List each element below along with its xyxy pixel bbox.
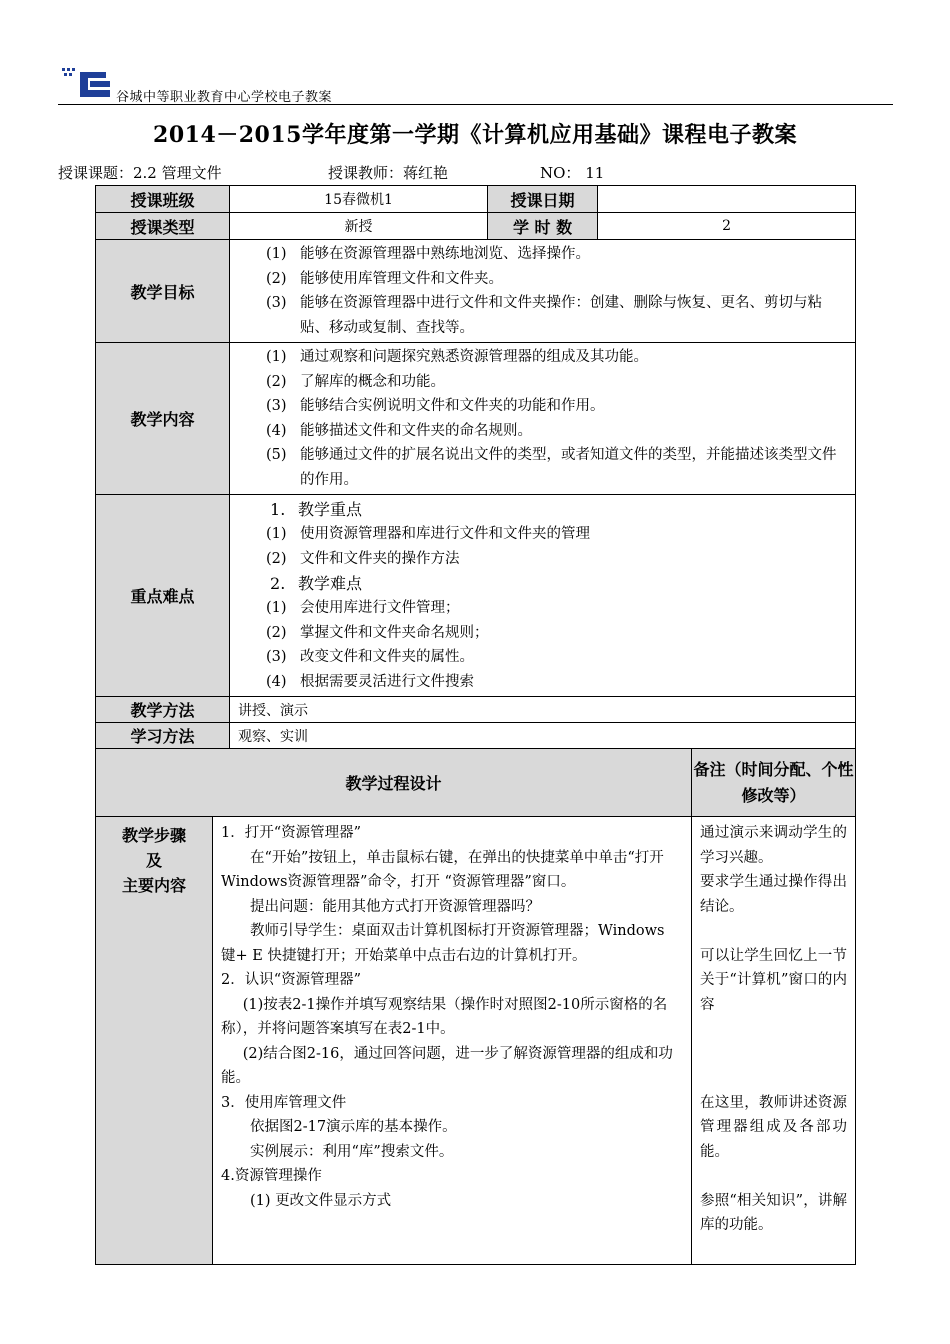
class-value: 15春微机1 (230, 186, 488, 213)
type-label: 授课类型 (96, 213, 230, 240)
method-value: 讲授、演示 (230, 697, 856, 723)
key-label: 重点难点 (96, 495, 230, 697)
list-item: (3) 改变文件和文件夹的属性。 (266, 649, 475, 665)
goals-label: 教学目标 (96, 240, 230, 343)
step-2-heading: 2．认识“资源管理器” (221, 972, 362, 988)
list-item: (1) 使用资源管理器和库进行文件和文件夹的管理 (266, 526, 591, 542)
hours-label: 学 时 数 (488, 213, 598, 240)
key-heading: 1. 教学重点 (270, 500, 363, 519)
list-item: (5) 能够通过文件的扩展名说出文件的类型，或者知道文件的类型，并能描述该类型文件的作用。 (266, 447, 837, 488)
list-item: (2) 掌握文件和文件夹命名规则； (266, 624, 489, 641)
school-name: 谷城中等职业教育中心学校电子教案 (116, 90, 333, 105)
list-item: (2) 了解库的概念和功能。 (266, 373, 446, 390)
method-label: 教学方法 (96, 697, 230, 723)
page-header (58, 64, 893, 105)
page-title: 2014－2015学年度第一学期《计算机应用基础》课程电子教案 (153, 122, 797, 148)
list-item: (1) 能够在资源管理器中熟练地浏览、选择操作。 (266, 246, 591, 262)
lesson-topic: 授课课题：2.2 管理文件 (58, 164, 222, 182)
lesson-meta (58, 162, 604, 183)
step-1-heading: 1．打开“资源管理器” (221, 825, 362, 841)
notes-label: 备注（时间分配、个性修改等） (692, 749, 856, 817)
lesson-number: NO： 11 (540, 164, 605, 182)
hours-value: 2 (598, 213, 856, 240)
list-item: (1) 通过观察和问题探究熟悉资源管理器的组成及其功能。 (266, 349, 649, 365)
list-item: (3) 能够结合实例说明文件和文件夹的功能和作用。 (266, 398, 605, 414)
school-logo-icon (60, 66, 116, 100)
type-value: 新授 (230, 213, 488, 240)
learn-value: 观察、实训 (230, 723, 856, 749)
hard-heading: 2. 教学难点 (270, 574, 363, 593)
lesson-teacher: 授课教师：蒋红艳 (328, 164, 449, 182)
list-item: (1) 会使用库进行文件管理； (266, 600, 460, 616)
list-item: (4) 根据需要灵活进行文件搜索 (266, 673, 475, 690)
date-value (598, 186, 856, 213)
steps-label: 教学步骤 及 主要内容 (96, 817, 213, 1265)
key-list (230, 495, 856, 697)
list-item: (4) 能够描述文件和文件夹的命名规则。 (266, 422, 533, 439)
content-list (230, 343, 856, 495)
notes-content: 通过演示来调动学生的学习兴趣。 要求学生通过操作得出结论。 可以让学生回忆上一节关于“计算机”窗口的内容 在这里，教师讲述资源管理器组成及各部功能。 参照“相关知识”，讲解库的功能。 (692, 817, 856, 1265)
content-label: 教学内容 (96, 343, 230, 495)
step-4-heading: 4.资源管理操作 (221, 1168, 322, 1184)
class-label: 授课班级 (96, 186, 230, 213)
list-item: (3) 能够在资源管理器中进行文件和文件夹操作：创建、删除与恢复、更名、剪切与粘贴、移动或复制、查找等。 (266, 295, 823, 336)
list-item: (2) 能够使用库管理文件和文件夹。 (266, 270, 504, 287)
lesson-table (95, 185, 856, 1265)
learn-label: 学习方法 (96, 723, 230, 749)
step-3-heading: 3．使用库管理文件 (221, 1094, 347, 1111)
goals-list (230, 240, 856, 343)
process-label: 教学过程设计 (96, 749, 692, 817)
date-label: 授课日期 (488, 186, 598, 213)
list-item: (2) 文件和文件夹的操作方法 (266, 550, 460, 567)
process-content: 1．打开“资源管理器” 在“开始”按钮上，单击鼠标右键，在弹出的快捷菜单中单击“打开Windows资源管理器”命令，打开 “资源管理器”窗口。 提出问题：能用其他方式打开资源管理器吗？ 教师引导学生：桌面双击计算机图标打开资源管理器；Windows 键+ E 快捷键打开；开始菜单中点击右边的计算机打开。 2．认识“资源管理器” (1)按表2-1操作并填写观察结果（操作时对照图2-10所示窗格的名称），并将问题答案填写在表2-1中。 (2)结合图2-16，通过回答问题，进一步了解资源管理器的组成和功能。 3．使用库管理文件 依据图2-17演示库的基本操作。 实例展示：利用“库”搜索文件。 4.资源管理操作 (1) 更改文件显示方式 (213, 817, 692, 1265)
